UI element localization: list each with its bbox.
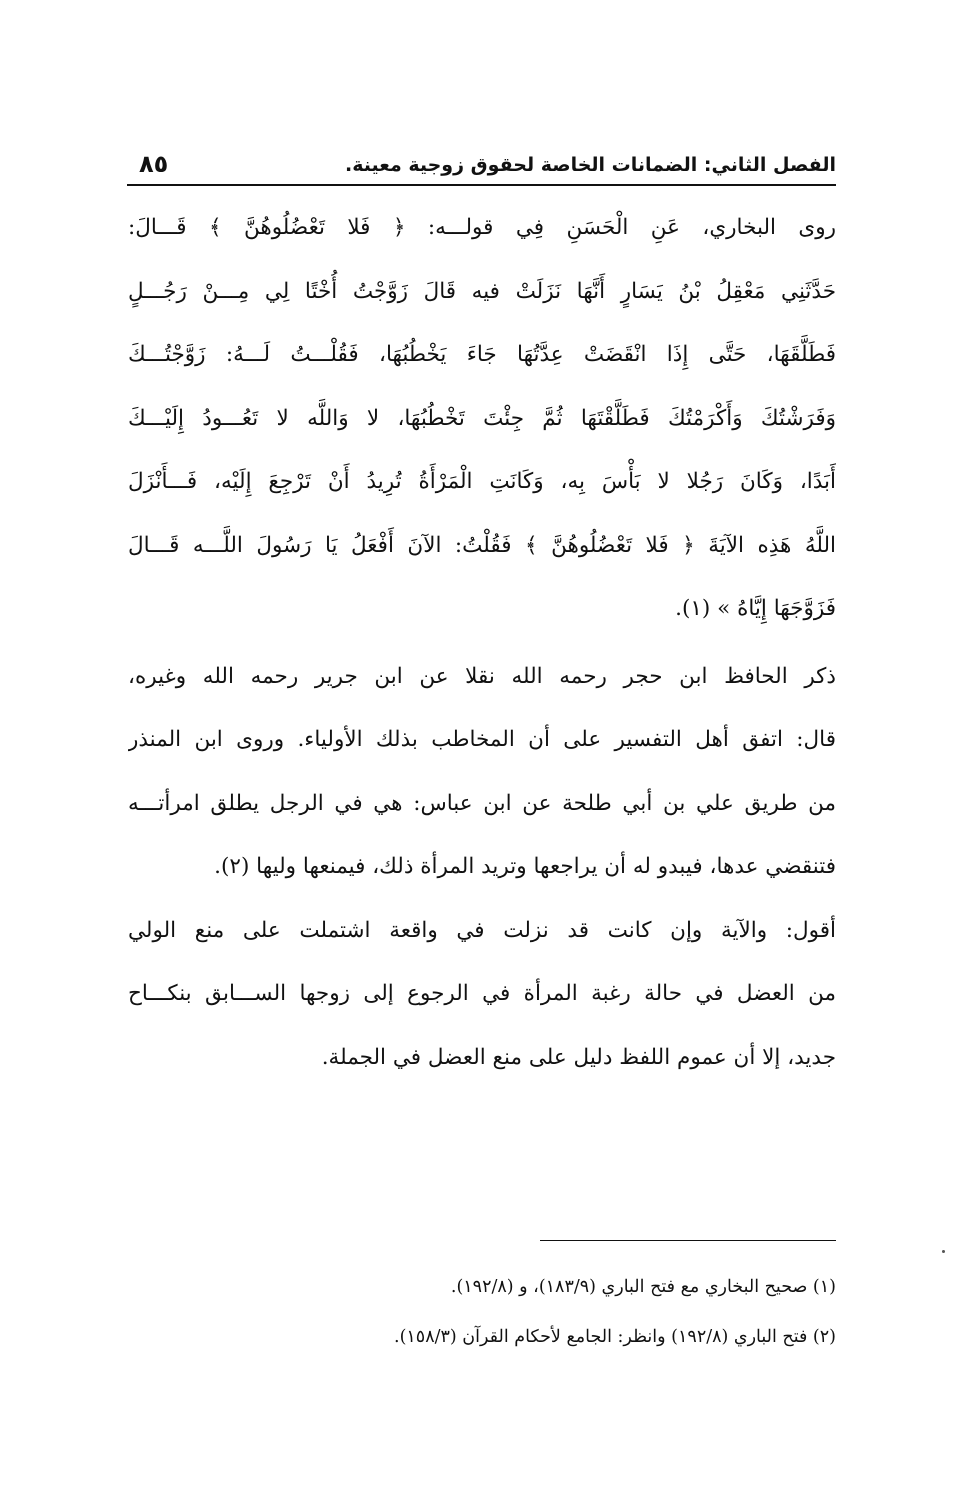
author-comment-paragraph [128,899,836,1090]
text-line: فَزَوَّجَهَا إِيَّاهُ » (١). [675,596,836,621]
ibn-hajar-paragraph [128,645,836,899]
text-line: أَبَدًا، وَكَانَ رَجُلا لا بَأْسَ بِه، وَكَانَتِ الْمَرْأَةُ تُرِيدُ أَنْ تَرْجِعَ إِلَيْه، فَـــأَنْزَلَ [128,469,836,494]
running-header [127,150,836,186]
text-line: اللَّهُ هَذِه الآيَةَ ﴿ فَلا تَعْضُلُوهُنَّ ﴾ فَقُلْتُ: الآنَ أَفْعَلُ يَا رَسُولَ اللَّـــه قَـــالَ [128,532,836,558]
text-line: روى البخاري، عَنِ الْحَسَنِ فِي قولـــه: ﴿ فَلا تَعْضُلُوهُنَّ ﴾ قَـــالَ: [128,215,836,240]
page-number: ٨٥ [139,150,169,178]
text-line: قال: اتفق أهل التفسير على أن المخاطب بذلك الأولياء. وروى ابن المنذر [128,727,836,752]
footnote-divider [540,1240,836,1241]
main-text [128,196,836,1089]
text-line: فَطَلَّقَهَا، حَتَّى إِذَا انْقَضَتْ عِدَّتُهَا جَاءَ يَخْطُبُهَا، فَقُلْـــتُ لَـــهُ: زَوَّجْتُـــكَ [128,342,836,367]
chapter-title: الفصل الثاني: الضمانات الخاصة لحقوق زوجية معينة. [344,154,836,176]
text-line: أقول: والآية وإن كانت قد نزلت في واقعة اشتملت على منع الولي [128,917,836,943]
footnote-1: (١) صحيح البخاري مع فتح الباري (١٨٣/٩)، و (١٩٢/٨). [450,1277,836,1297]
scan-speck [942,1250,945,1253]
footnote-2: (٢) فتح الباري (١٩٢/٨) وانظر: الجامع لأحكام القرآن (١٥٨/٣). [394,1327,836,1347]
text-line: حَدَّثَنِي مَعْقِلُ بْنُ يَسَارٍ أَنَّهَا نَزَلَتْ فيه قَالَ زَوَّجْتُ أُخْتًا لِي مِـــنْ رَجُـــلٍ [128,278,836,304]
text-line: ذكر الحافظ ابن حجر رحمه الله نقلا عن ابن جرير رحمه الله وغيره، [128,663,836,689]
text-line: من العضل في حالة رغبة المرأة في الرجوع إلى زوجها الســـابق بنكـــاح [128,981,836,1006]
text-line: جديد، إلا أن عموم اللفظ دليل على منع العضل في الجملة. [321,1044,836,1070]
text-line: فتنقضي عدها، فيبدو له أن يراجعها وتريد المرأة ذلك، فيمنعها وليها (٢). [214,854,836,879]
hadith-paragraph [128,196,836,641]
text-line: وَفَرَشْتُكَ وَأَكْرَمْتُكَ فَطَلَّقْتَهَا ثُمَّ جِئْتَ تَخْطُبُهَا، لا وَاللَّه لا تَعُـــودُ إِلَيْـــكَ [128,405,836,431]
footnotes [128,1262,836,1362]
text-line: من طريق علي بن أبي طلحة عن ابن عباس: هي في الرجل يطلق امرأتـــه [128,790,836,816]
